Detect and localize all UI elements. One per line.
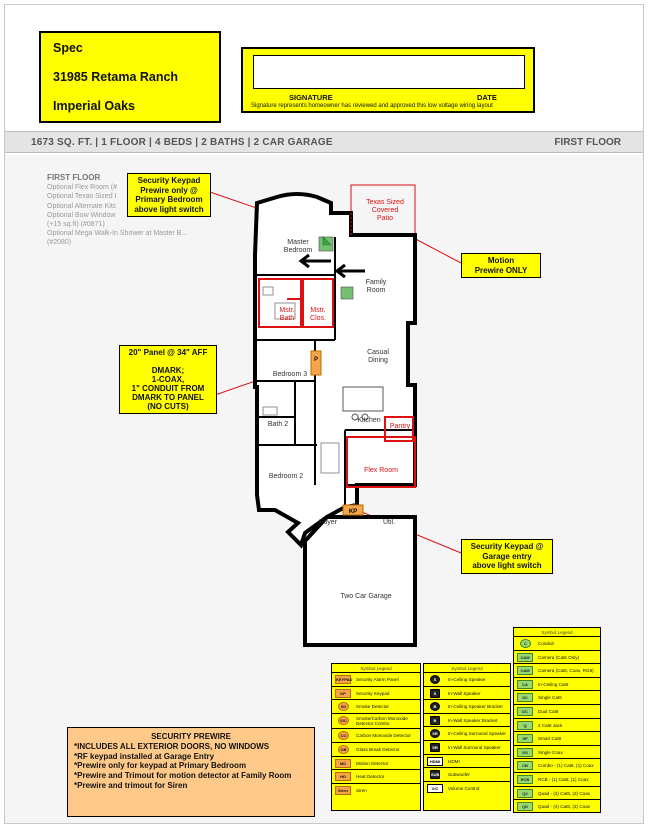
legend-row: GB Glass Break Detector <box>332 743 420 757</box>
signature-label: SIGNATURE <box>289 93 333 102</box>
legend-row: CA In-Ceiling Cat6 <box>514 678 600 692</box>
garage-outline <box>305 517 415 645</box>
room-foyer: Foyer <box>319 519 337 526</box>
floor-plan-area <box>5 155 643 823</box>
bath2-vanity <box>263 407 277 415</box>
legend-row: V/C Volume Control <box>424 782 510 796</box>
home-summary: 1673 SQ. FT. | 1 FLOOR | 4 BEDS | 2 BATHS | 2 CAR GARAGE <box>31 137 333 148</box>
prewire-line: *RF keypad installed at Garage Entry <box>74 751 215 761</box>
spec-bar <box>5 131 643 153</box>
legend-row: SR In-Wall Surround Speaker <box>424 741 510 755</box>
legend-row: KEYPAD Security Alarm Panel <box>332 673 420 687</box>
option-item: Optional Alternate Kitc <box>47 202 117 210</box>
community-info-box <box>39 31 221 123</box>
option-item: Optional Flex Room (# <box>47 184 118 192</box>
prewire-line: *Prewire and trimout for Siren <box>74 780 188 790</box>
motion-symbol-family <box>341 287 353 299</box>
legend-row: SD Smoke Detector <box>332 700 420 714</box>
option-item: Optional Bow Window <box>47 211 116 219</box>
callout-keypad-garage: Security Keypad @ Garage entry above light switch <box>461 539 553 574</box>
room-pantry: Pantry <box>389 423 411 430</box>
kitchen-island <box>343 387 383 411</box>
legend-row: SUB Subwoofer <box>424 768 510 782</box>
security-prewire-box <box>67 727 315 817</box>
spec-label: Spec <box>53 41 83 55</box>
room-kitchen: Kitchen <box>357 417 381 424</box>
legend-row: B In-Wall Speaker Bracket <box>424 714 510 728</box>
legend-row: SG Single Coax <box>514 746 600 760</box>
option-item: Optional Texas Sized I <box>47 193 117 201</box>
legend-row: SR In-Ceiling Surround Speaker <box>424 727 510 741</box>
tub-fixture <box>263 287 273 295</box>
option-item: (#2080) <box>47 239 72 247</box>
prewire-line: *INCLUDES ALL EXTERIOR DOORS, NO WINDOWS <box>74 741 270 751</box>
legend-row: CO Carbon Monoxide Detector <box>332 729 420 743</box>
legend-row: S In-Wall Speaker <box>424 687 510 701</box>
prewire-line: *Prewire only for keypad at Primary Bedroom <box>74 761 247 771</box>
signature-note: Signature represents homeowner has reviewed and approved this low voltage wiring layout <box>251 103 493 109</box>
callout-keypad-primary: Security Keypad Prewire only @ Primary Bedroom above light switch <box>127 173 211 217</box>
legend-row: Q2 Quad - (2) Cat6, (2) Coax <box>514 787 600 801</box>
legend-row: S/C Smoke/Carbon Monoxide Detector Combo <box>332 714 420 730</box>
legend-audio <box>423 663 511 811</box>
legend-row: S In-Ceiling Speaker <box>424 673 510 687</box>
room-bath2: Bath 2 <box>267 421 289 428</box>
legend-row: QD Quad - (4) Cat6, (2) Coax <box>514 800 600 814</box>
legend-header: Symbol Legend <box>424 664 510 673</box>
room-mstr-bath: Mstr. Bath <box>279 307 295 322</box>
room-flex: Flex Room <box>364 467 398 474</box>
legend-row: B In-Ceiling Speaker Bracket <box>424 700 510 714</box>
room-util: Util. <box>382 519 396 526</box>
community-name: Imperial Oaks <box>53 99 135 113</box>
legend-row: CAM Camera (Cat6, Coax, RG6) <box>514 664 600 678</box>
date-label: DATE <box>477 93 497 102</box>
panel-tag: P <box>313 357 318 363</box>
signature-field[interactable] <box>253 55 525 89</box>
prewire-title: SECURITY PREWIRE <box>151 732 231 741</box>
legend-row: CB Combo - (1) Cat6, (1) Coax <box>514 759 600 773</box>
legend-network <box>513 627 601 813</box>
room-bedroom2: Bedroom 2 <box>268 473 304 480</box>
legend-security <box>331 663 421 811</box>
legend-row: C Conduit <box>514 637 600 651</box>
linen-closet <box>321 443 339 473</box>
motion-symbol-master <box>319 237 333 251</box>
option-item: (+15 sq.ft) (#0871) <box>47 221 105 229</box>
legend-row: KP Security Keypad <box>332 687 420 701</box>
option-item: Optional Mega Walk-In Shower at Master B... <box>47 230 188 238</box>
legend-row: RCB RCB - (1) Cat6, (1) Coax <box>514 773 600 787</box>
prewire-line: *Prewire and Trimout for motion detector at Family Room <box>74 771 292 781</box>
room-casual-dining: Casual Dining <box>367 349 389 364</box>
floor-label: FIRST FLOOR <box>554 137 621 148</box>
room-master-bedroom: Master Bedroom <box>283 239 313 254</box>
garage-keypad-tag: KP <box>348 509 358 515</box>
legend-header: Symbol Legend <box>332 664 420 673</box>
room-patio: Texas Sized Covered Patio <box>366 199 404 222</box>
room-mstr-clos: Mstr. Clos. <box>310 307 326 322</box>
legend-row: HDMI HDMI <box>424 755 510 769</box>
legend-header: Symbol Legend <box>514 628 600 637</box>
room-bedroom3: Bedroom 3 <box>272 371 308 378</box>
legend-row: DC Dual Cat6 <box>514 705 600 719</box>
legend-row: SP Smart Cat6 <box>514 732 600 746</box>
legend-row: SC Single Cat6 <box>514 691 600 705</box>
options-title: FIRST FLOOR <box>47 173 101 182</box>
spec-sheet <box>4 4 644 824</box>
legend-row: HD Heat Detector <box>332 770 420 784</box>
room-garage: Two Car Garage <box>340 593 392 600</box>
legend-row: MD Motion Detector <box>332 757 420 771</box>
signature-box <box>241 47 535 113</box>
address-label: 31985 Retama Ranch <box>53 70 179 84</box>
legend-row: CAM Camera (Cat6 Only) <box>514 651 600 665</box>
callout-motion: Motion Prewire ONLY <box>461 253 541 278</box>
legend-row: Siren Siren <box>332 784 420 798</box>
callout-panel: 20" Panel @ 34" AFF DMARK; 1-COAX, 1" CONDUIT FROM DMARK TO PANEL (NO CUTS) <box>119 345 217 414</box>
legend-row: Q 4 Cat6 Jack <box>514 719 600 733</box>
room-family-room: Family Room <box>365 279 387 294</box>
